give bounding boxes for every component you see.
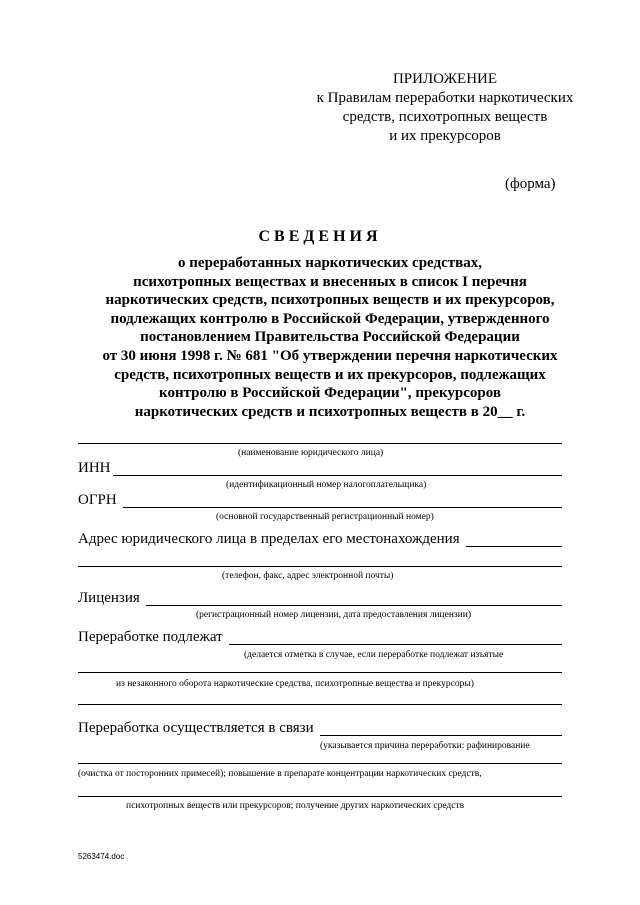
subject-caption-1: (делается отметка в случае, если переработке подлежат изъятые (244, 650, 504, 660)
subtitle-line: средств, психотропных веществ и их прекурсоров, подлежащих (114, 366, 546, 383)
inn-label: ИНН (78, 460, 111, 476)
inn-line[interactable] (113, 475, 562, 476)
appendix-line: ПРИЛОЖЕНИЕ (392, 71, 498, 87)
document-subtitle (40, 254, 620, 421)
subject-line[interactable] (229, 644, 562, 645)
reason-line-3[interactable] (78, 796, 562, 797)
ogrn-caption: (основной государственный регистрационный номер) (216, 512, 434, 522)
license-line[interactable] (146, 605, 562, 606)
subtitle-line: о переработанных наркотических средствах, (178, 255, 482, 271)
file-footer: 5263474.doc (78, 852, 125, 861)
reason-caption-2: (очистка от посторонних примесей); повышение в препарате концентрации наркотических средств, (78, 769, 482, 779)
appendix-line: к Правилам переработки наркотических (316, 90, 574, 106)
subject-line-2[interactable] (78, 672, 562, 673)
org-name-line[interactable] (78, 443, 562, 444)
subject-line-3[interactable] (78, 704, 562, 705)
appendix-header (270, 70, 620, 146)
reason-caption-1: (указывается причина переработки: рафинирование (320, 741, 530, 751)
address-line[interactable] (466, 546, 562, 547)
appendix-line: средств, психотропных веществ (342, 109, 548, 125)
subtitle-line: психотропных веществах и внесенных в список I перечня (133, 273, 527, 290)
contact-caption: (телефон, факс, адрес электронной почты) (222, 571, 394, 581)
reason-label: Переработка осуществляется в связи (78, 720, 314, 736)
contact-line[interactable] (78, 566, 562, 567)
subtitle-line: от 30 июня 1998 г. № 681 "Об утверждении перечня наркотических (102, 347, 558, 364)
org-name-caption: (наименование юридического лица) (238, 448, 384, 458)
reason-caption-3: психотропных веществ или прекурсоров; получение других наркотических средств (126, 801, 465, 811)
subject-caption-2: из незаконного оборота наркотические средства, психотропные вещества и прекурсоры) (116, 679, 474, 689)
license-label: Лицензия (78, 590, 140, 606)
subject-label: Переработке подлежат (78, 629, 223, 645)
appendix-line: и их прекурсоров (389, 128, 501, 144)
ogrn-label: ОГРН (78, 492, 117, 508)
ogrn-line[interactable] (123, 507, 562, 508)
subtitle-line: контролю в Российской Федерации", прекурсоров (159, 385, 501, 402)
subtitle-line: наркотических средств, психотропных веществ и их прекурсоров, (105, 292, 555, 309)
inn-caption: (идентификационный номер налогоплательщика) (226, 480, 427, 490)
license-caption: (регистрационный номер лицензии, дата предоставления лицензии) (196, 610, 472, 620)
subtitle-line: подлежащих контролю в Российской Федерации, утвержденного (110, 310, 550, 327)
document-title: СВЕДЕНИЯ (258, 228, 382, 245)
subtitle-line: постановлением Правительства Российской Федерации (140, 329, 520, 346)
reason-line[interactable] (320, 735, 562, 736)
address-label: Адрес юридического лица в пределах его местонахождения (78, 531, 460, 547)
reason-line-2[interactable] (78, 763, 562, 764)
form-label: (форма) (505, 176, 556, 192)
subtitle-line: наркотических средств и психотропных веществ в 20__ г. (134, 403, 526, 420)
